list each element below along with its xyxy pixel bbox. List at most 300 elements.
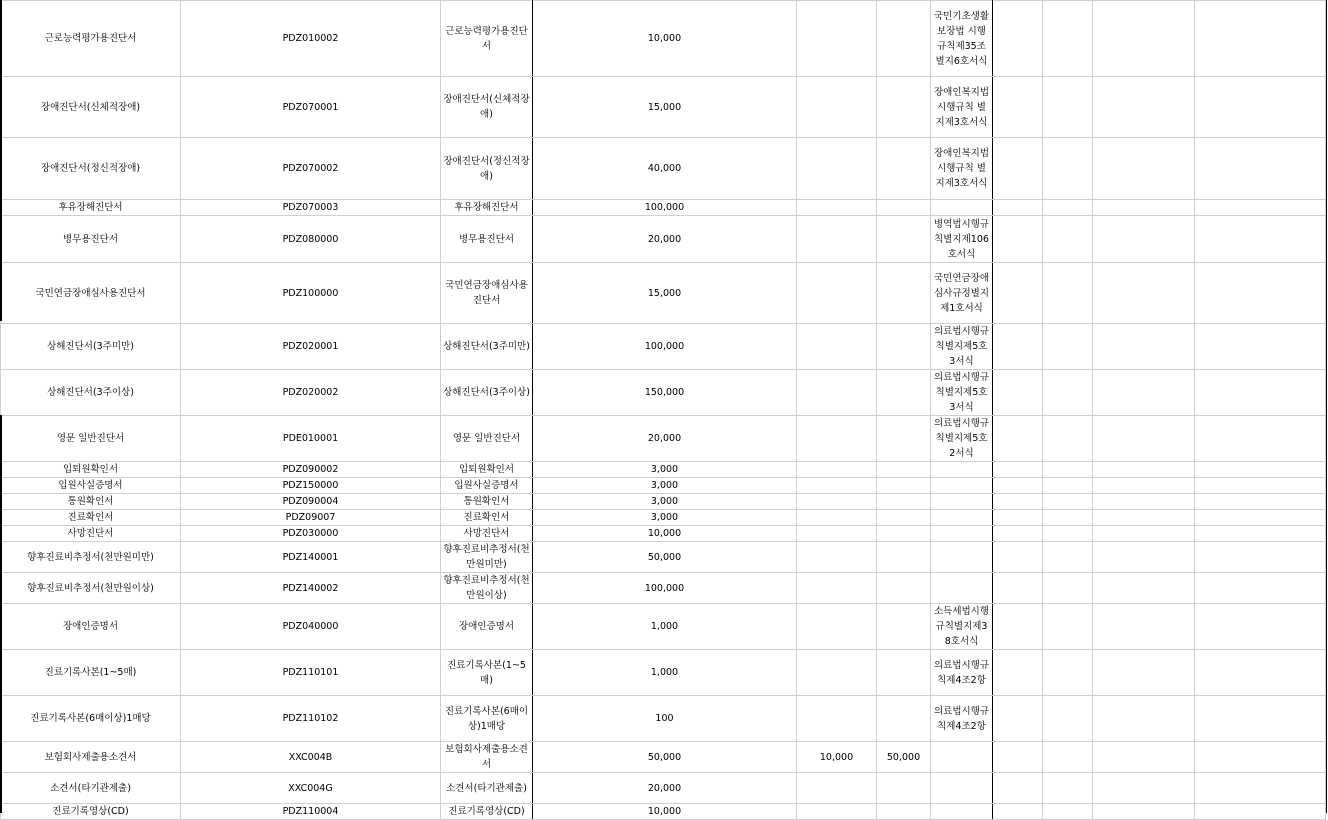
- item-description-cell[interactable]: [441, 324, 533, 370]
- legal-basis-cell[interactable]: [931, 604, 993, 650]
- legal-basis-cell[interactable]: [931, 494, 993, 510]
- item-price-cell[interactable]: [533, 324, 797, 370]
- max-price-cell[interactable]: [877, 138, 931, 200]
- item-description-cell[interactable]: [441, 510, 533, 526]
- legal-basis-cell[interactable]: [931, 526, 993, 542]
- legal-basis-cell[interactable]: [931, 138, 993, 200]
- item-code-text: PDZ020001: [282, 341, 339, 352]
- empty-cell[interactable]: [1093, 542, 1195, 573]
- empty-cell[interactable]: [1093, 510, 1195, 526]
- empty-cell[interactable]: [1043, 216, 1093, 263]
- min-price-cell[interactable]: [797, 324, 877, 370]
- item-price-cell[interactable]: [533, 138, 797, 200]
- item-price-cell[interactable]: [533, 526, 797, 542]
- empty-cell[interactable]: [1043, 510, 1093, 526]
- min-price-cell[interactable]: [797, 263, 877, 324]
- empty-cell[interactable]: [993, 370, 1043, 416]
- empty-cell[interactable]: [1195, 542, 1326, 573]
- item-code-cell[interactable]: [181, 573, 441, 604]
- item-price-cell[interactable]: [533, 370, 797, 416]
- empty-cell[interactable]: [993, 696, 1043, 742]
- item-code-text: PDZ070001: [282, 101, 339, 113]
- empty-cell[interactable]: [993, 494, 1043, 510]
- item-price-text: 50,000: [647, 551, 682, 563]
- item-name-text: 상해진단서(3주이상): [47, 387, 134, 398]
- item-price-cell[interactable]: [533, 200, 797, 216]
- legal-basis-cell[interactable]: [931, 696, 993, 742]
- max-price-cell[interactable]: [877, 742, 931, 773]
- item-description-cell[interactable]: [441, 604, 533, 650]
- min-price-cell[interactable]: [797, 773, 877, 804]
- max-price-cell[interactable]: [877, 478, 931, 494]
- empty-cell[interactable]: [1043, 542, 1093, 573]
- item-name-text: 근로능력평가용진단서: [44, 33, 137, 44]
- item-price-cell[interactable]: [533, 416, 797, 462]
- item-description-cell[interactable]: [441, 542, 533, 573]
- item-price-cell[interactable]: [533, 742, 797, 773]
- empty-cell[interactable]: [1093, 370, 1195, 416]
- empty-cell[interactable]: [1043, 200, 1093, 216]
- item-price-text: 100,000: [644, 582, 685, 594]
- legal-basis-cell[interactable]: [931, 216, 993, 263]
- table-row: [1, 263, 1326, 324]
- item-description-cell[interactable]: [441, 216, 533, 263]
- item-code-cell[interactable]: [181, 370, 441, 416]
- max-price-cell[interactable]: [877, 696, 931, 742]
- table-row: [1, 510, 1326, 526]
- item-price-cell[interactable]: [533, 650, 797, 696]
- item-name-cell[interactable]: [1, 573, 181, 604]
- item-code-cell[interactable]: [181, 773, 441, 804]
- item-price-cell[interactable]: [533, 773, 797, 804]
- item-price-cell[interactable]: [533, 216, 797, 263]
- item-name-text: 소견서(타기관제출): [50, 782, 131, 794]
- item-price-cell[interactable]: [533, 462, 797, 478]
- legal-basis-cell[interactable]: [931, 773, 993, 804]
- empty-cell[interactable]: [1195, 462, 1326, 478]
- empty-cell[interactable]: [1093, 604, 1195, 650]
- item-description-cell[interactable]: [441, 200, 533, 216]
- item-description-cell[interactable]: [441, 494, 533, 510]
- item-code-text: PDZ110101: [282, 667, 339, 678]
- max-price-cell[interactable]: [877, 263, 931, 324]
- empty-cell[interactable]: [1093, 77, 1195, 138]
- item-name-cell[interactable]: [1, 324, 181, 370]
- legal-basis-cell[interactable]: [931, 742, 993, 773]
- item-description-text: 근로능력평가용진단서: [445, 25, 528, 52]
- item-code-cell[interactable]: [181, 542, 441, 573]
- item-name-text: 보험회사제출용소견서: [44, 751, 137, 763]
- item-price-text: 3,000: [650, 512, 679, 523]
- item-code-cell[interactable]: [181, 138, 441, 200]
- table-row: [1, 696, 1326, 742]
- min-price-cell[interactable]: [797, 510, 877, 526]
- table-row: [1, 773, 1326, 804]
- item-code-cell[interactable]: [181, 650, 441, 696]
- item-price-cell[interactable]: [533, 494, 797, 510]
- item-description-text: 상해진단서(3주이상): [443, 387, 530, 398]
- min-price-cell[interactable]: [797, 573, 877, 604]
- empty-cell[interactable]: [1043, 773, 1093, 804]
- item-description-cell[interactable]: [441, 370, 533, 416]
- min-price-cell[interactable]: [797, 216, 877, 263]
- min-price-cell[interactable]: [797, 138, 877, 200]
- empty-cell[interactable]: [993, 1, 1043, 77]
- item-name-cell[interactable]: [1, 526, 181, 542]
- empty-cell[interactable]: [1043, 696, 1093, 742]
- legal-basis-cell[interactable]: [931, 370, 993, 416]
- item-code-text: PDZ030000: [282, 528, 339, 539]
- frame-left-edge-bottom: [0, 415, 2, 813]
- item-description-cell[interactable]: [441, 573, 533, 604]
- item-code-cell[interactable]: [181, 77, 441, 138]
- empty-cell[interactable]: [1195, 773, 1326, 804]
- item-code-cell[interactable]: [181, 216, 441, 263]
- item-description-cell[interactable]: [441, 804, 533, 820]
- max-price-cell[interactable]: [877, 462, 931, 478]
- legal-basis-cell[interactable]: [931, 650, 993, 696]
- item-code-cell[interactable]: [181, 263, 441, 324]
- max-price-cell[interactable]: [877, 494, 931, 510]
- empty-cell[interactable]: [993, 77, 1043, 138]
- item-code-text: PDZ090002: [282, 464, 339, 475]
- max-price-cell[interactable]: [877, 773, 931, 804]
- item-description-text: 장애진단서(정신적장애): [443, 155, 530, 182]
- empty-cell[interactable]: [1195, 510, 1326, 526]
- legal-basis-cell[interactable]: [931, 1, 993, 77]
- min-price-cell[interactable]: [797, 200, 877, 216]
- item-code-cell[interactable]: [181, 416, 441, 462]
- item-code-text: PDZ09007: [285, 512, 336, 523]
- legal-basis-cell[interactable]: [931, 510, 993, 526]
- min-price-cell[interactable]: [797, 370, 877, 416]
- empty-cell[interactable]: [993, 416, 1043, 462]
- item-name-cell[interactable]: [1, 604, 181, 650]
- min-price-cell[interactable]: [797, 604, 877, 650]
- item-name-cell[interactable]: [1, 773, 181, 804]
- min-price-cell[interactable]: [797, 494, 877, 510]
- item-name-cell[interactable]: [1, 542, 181, 573]
- legal-basis-cell[interactable]: [931, 573, 993, 604]
- empty-cell[interactable]: [1043, 462, 1093, 478]
- empty-cell[interactable]: [1093, 650, 1195, 696]
- empty-cell[interactable]: [1195, 138, 1326, 200]
- max-price-cell[interactable]: [877, 804, 931, 820]
- empty-cell[interactable]: [1195, 370, 1326, 416]
- item-name-cell[interactable]: [1, 263, 181, 324]
- empty-cell[interactable]: [1195, 526, 1326, 542]
- item-name-cell[interactable]: [1, 216, 181, 263]
- item-price-cell[interactable]: [533, 510, 797, 526]
- item-price-cell[interactable]: [533, 542, 797, 573]
- empty-cell[interactable]: [1043, 478, 1093, 494]
- item-description-cell[interactable]: [441, 138, 533, 200]
- empty-cell[interactable]: [1093, 526, 1195, 542]
- table-row: [1, 478, 1326, 494]
- empty-cell[interactable]: [1093, 696, 1195, 742]
- legal-basis-text: 병역법시행규칙별지제106호서식: [933, 218, 990, 260]
- empty-cell[interactable]: [1093, 573, 1195, 604]
- min-price-cell[interactable]: [797, 1, 877, 77]
- item-code-text: PDZ110004: [282, 806, 339, 817]
- min-price-cell[interactable]: [797, 526, 877, 542]
- item-description-text: 진료기록사본(6매이상)1매당: [444, 705, 529, 732]
- item-name-text: 향후진료비추정서(천만원이상): [27, 582, 154, 594]
- item-description-cell[interactable]: [441, 773, 533, 804]
- empty-cell[interactable]: [993, 200, 1043, 216]
- item-price-text: 20,000: [647, 433, 682, 444]
- item-code-cell[interactable]: [181, 696, 441, 742]
- empty-cell[interactable]: [993, 804, 1043, 820]
- item-code-cell[interactable]: [181, 604, 441, 650]
- frame-right-edge: [1326, 0, 1327, 813]
- empty-cell[interactable]: [1195, 416, 1326, 462]
- item-price-text: 100,000: [644, 202, 685, 213]
- empty-cell[interactable]: [1043, 1, 1093, 77]
- empty-cell[interactable]: [1195, 263, 1326, 324]
- max-price-cell[interactable]: [877, 526, 931, 542]
- empty-cell[interactable]: [1043, 324, 1093, 370]
- item-code-cell[interactable]: [181, 742, 441, 773]
- empty-cell[interactable]: [1093, 324, 1195, 370]
- empty-cell[interactable]: [993, 542, 1043, 573]
- item-description-text: 후유장해진단서: [454, 202, 519, 213]
- max-price-cell[interactable]: [877, 324, 931, 370]
- item-description-cell[interactable]: [441, 416, 533, 462]
- item-description-cell[interactable]: [441, 696, 533, 742]
- item-name-cell[interactable]: [1, 804, 181, 820]
- item-code-cell[interactable]: [181, 804, 441, 820]
- legal-basis-cell[interactable]: [931, 462, 993, 478]
- item-code-cell[interactable]: [181, 462, 441, 478]
- legal-basis-cell[interactable]: [931, 324, 993, 370]
- item-code-cell[interactable]: [181, 478, 441, 494]
- item-description-cell[interactable]: [441, 77, 533, 138]
- empty-cell[interactable]: [1093, 478, 1195, 494]
- empty-cell[interactable]: [993, 138, 1043, 200]
- max-price-cell[interactable]: [877, 77, 931, 138]
- empty-cell[interactable]: [993, 510, 1043, 526]
- item-code-cell[interactable]: [181, 324, 441, 370]
- empty-cell[interactable]: [1195, 200, 1326, 216]
- empty-cell[interactable]: [1195, 742, 1326, 773]
- max-price-cell[interactable]: [877, 542, 931, 573]
- empty-cell[interactable]: [1093, 200, 1195, 216]
- empty-cell[interactable]: [1043, 742, 1093, 773]
- min-price-cell[interactable]: [797, 478, 877, 494]
- empty-cell[interactable]: [1093, 416, 1195, 462]
- item-name-cell[interactable]: [1, 1, 181, 77]
- empty-cell[interactable]: [993, 604, 1043, 650]
- empty-cell[interactable]: [1195, 604, 1326, 650]
- empty-cell[interactable]: [1195, 77, 1326, 138]
- item-name-text: 장애인증명서: [62, 621, 119, 632]
- max-price-cell[interactable]: [877, 604, 931, 650]
- legal-basis-cell[interactable]: [931, 478, 993, 494]
- item-description-text: 국민연금장애심사용진단서: [445, 280, 528, 306]
- table-row: [1, 542, 1326, 573]
- min-price-cell[interactable]: [797, 650, 877, 696]
- empty-cell[interactable]: [993, 263, 1043, 324]
- max-price-cell[interactable]: [877, 216, 931, 263]
- legal-basis-cell[interactable]: [931, 77, 993, 138]
- item-price-text: 3,000: [650, 464, 679, 475]
- item-price-cell[interactable]: [533, 804, 797, 820]
- item-price-text: 10,000: [647, 33, 682, 44]
- empty-cell[interactable]: [1195, 324, 1326, 370]
- item-description-cell[interactable]: [441, 742, 533, 773]
- item-name-text: 향후진료비추정서(천만원미만): [27, 551, 154, 563]
- min-price-cell[interactable]: [797, 804, 877, 820]
- item-code-text: PDZ140002: [282, 582, 339, 594]
- legal-basis-cell[interactable]: [931, 804, 993, 820]
- item-name-cell[interactable]: [1, 742, 181, 773]
- max-price-cell[interactable]: [877, 573, 931, 604]
- empty-cell[interactable]: [1195, 494, 1326, 510]
- empty-cell[interactable]: [1093, 804, 1195, 820]
- item-price-text: 10,000: [647, 528, 682, 539]
- empty-cell[interactable]: [1195, 216, 1326, 263]
- empty-cell[interactable]: [1195, 650, 1326, 696]
- item-code-cell[interactable]: [181, 526, 441, 542]
- item-description-text: 보험회사제출용소견서: [445, 744, 528, 770]
- empty-cell[interactable]: [1043, 526, 1093, 542]
- item-name-cell[interactable]: [1, 77, 181, 138]
- empty-cell[interactable]: [1093, 494, 1195, 510]
- empty-cell[interactable]: [993, 573, 1043, 604]
- empty-cell[interactable]: [1195, 804, 1326, 820]
- item-name-cell[interactable]: [1, 650, 181, 696]
- empty-cell[interactable]: [1093, 773, 1195, 804]
- max-price-cell[interactable]: [877, 1, 931, 77]
- item-description-text: 장애인증명서: [458, 621, 515, 632]
- empty-cell[interactable]: [993, 742, 1043, 773]
- empty-cell[interactable]: [1093, 216, 1195, 263]
- item-name-cell[interactable]: [1, 416, 181, 462]
- empty-cell[interactable]: [1043, 416, 1093, 462]
- min-price-cell[interactable]: [797, 416, 877, 462]
- legal-basis-text: 소득세법시행규칙별지제38호서식: [933, 606, 990, 647]
- empty-cell[interactable]: [1043, 77, 1093, 138]
- max-price-cell[interactable]: [877, 416, 931, 462]
- item-code-text: PDZ010002: [282, 33, 339, 44]
- empty-cell[interactable]: [993, 216, 1043, 263]
- item-price-text: 15,000: [647, 101, 682, 113]
- max-price-cell[interactable]: [877, 510, 931, 526]
- item-description-cell[interactable]: [441, 462, 533, 478]
- item-name-text: 진료기록사본(1~5매): [44, 667, 137, 678]
- item-code-cell[interactable]: [181, 1, 441, 77]
- table-row: [1, 650, 1326, 696]
- item-description-cell[interactable]: [441, 263, 533, 324]
- empty-cell[interactable]: [1043, 804, 1093, 820]
- item-price-cell[interactable]: [533, 263, 797, 324]
- item-name-cell[interactable]: [1, 200, 181, 216]
- empty-cell[interactable]: [993, 324, 1043, 370]
- item-name-text: 사망진단서: [67, 528, 114, 539]
- item-price-cell[interactable]: [533, 696, 797, 742]
- item-description-cell[interactable]: [441, 478, 533, 494]
- max-price-cell[interactable]: [877, 650, 931, 696]
- legal-basis-cell[interactable]: [931, 416, 993, 462]
- item-description-cell[interactable]: [441, 650, 533, 696]
- legal-basis-text: 의료법시행규칙별지제5호2서식: [933, 418, 990, 459]
- min-price-text: 10,000: [819, 751, 854, 763]
- empty-cell[interactable]: [1195, 696, 1326, 742]
- legal-basis-text: 국민기초생활보장법 시행규칙제35조별지6호서식: [933, 10, 990, 67]
- empty-cell[interactable]: [1093, 138, 1195, 200]
- empty-cell[interactable]: [1195, 1, 1326, 77]
- item-price-cell[interactable]: [533, 604, 797, 650]
- item-code-cell[interactable]: [181, 510, 441, 526]
- max-price-cell[interactable]: [877, 200, 931, 216]
- empty-cell[interactable]: [1043, 138, 1093, 200]
- item-name-cell[interactable]: [1, 510, 181, 526]
- min-price-cell[interactable]: [797, 742, 877, 773]
- empty-cell[interactable]: [993, 773, 1043, 804]
- item-price-cell[interactable]: [533, 573, 797, 604]
- empty-cell[interactable]: [1043, 604, 1093, 650]
- item-description-cell[interactable]: [441, 526, 533, 542]
- empty-cell[interactable]: [1093, 1, 1195, 77]
- empty-cell[interactable]: [1093, 263, 1195, 324]
- item-price-text: 50,000: [647, 751, 682, 763]
- item-name-cell[interactable]: [1, 138, 181, 200]
- item-price-cell[interactable]: [533, 77, 797, 138]
- empty-cell[interactable]: [1043, 650, 1093, 696]
- legal-basis-cell[interactable]: [931, 263, 993, 324]
- min-price-cell[interactable]: [797, 462, 877, 478]
- item-code-cell[interactable]: [181, 494, 441, 510]
- item-price-text: 20,000: [647, 782, 682, 794]
- item-price-cell[interactable]: [533, 1, 797, 77]
- table-body: [1, 1, 1326, 820]
- min-price-cell[interactable]: [797, 542, 877, 573]
- item-name-text: 장애진단서(신체적장애): [40, 101, 141, 113]
- empty-cell[interactable]: [1093, 742, 1195, 773]
- item-name-cell[interactable]: [1, 494, 181, 510]
- empty-cell[interactable]: [1043, 573, 1093, 604]
- item-code-cell[interactable]: [181, 200, 441, 216]
- item-name-cell[interactable]: [1, 696, 181, 742]
- min-price-cell[interactable]: [797, 696, 877, 742]
- item-description-text: 진료기록사본(1~5매): [447, 659, 526, 686]
- empty-cell[interactable]: [1195, 573, 1326, 604]
- item-name-cell[interactable]: [1, 370, 181, 416]
- table-row: [1, 77, 1326, 138]
- table-row: [1, 216, 1326, 263]
- item-description-cell[interactable]: [441, 1, 533, 77]
- item-name-cell[interactable]: [1, 462, 181, 478]
- empty-cell[interactable]: [993, 462, 1043, 478]
- item-name-cell[interactable]: [1, 478, 181, 494]
- empty-cell[interactable]: [1043, 263, 1093, 324]
- empty-cell[interactable]: [1093, 462, 1195, 478]
- empty-cell[interactable]: [1043, 494, 1093, 510]
- empty-cell[interactable]: [993, 526, 1043, 542]
- empty-cell[interactable]: [1195, 478, 1326, 494]
- empty-cell[interactable]: [1043, 370, 1093, 416]
- item-price-text: 15,000: [647, 287, 682, 299]
- min-price-cell[interactable]: [797, 77, 877, 138]
- empty-cell[interactable]: [993, 478, 1043, 494]
- legal-basis-cell[interactable]: [931, 200, 993, 216]
- item-price-cell[interactable]: [533, 478, 797, 494]
- legal-basis-cell[interactable]: [931, 542, 993, 573]
- empty-cell[interactable]: [993, 650, 1043, 696]
- max-price-cell[interactable]: [877, 370, 931, 416]
- item-description-text: 입퇴원확인서: [458, 464, 515, 475]
